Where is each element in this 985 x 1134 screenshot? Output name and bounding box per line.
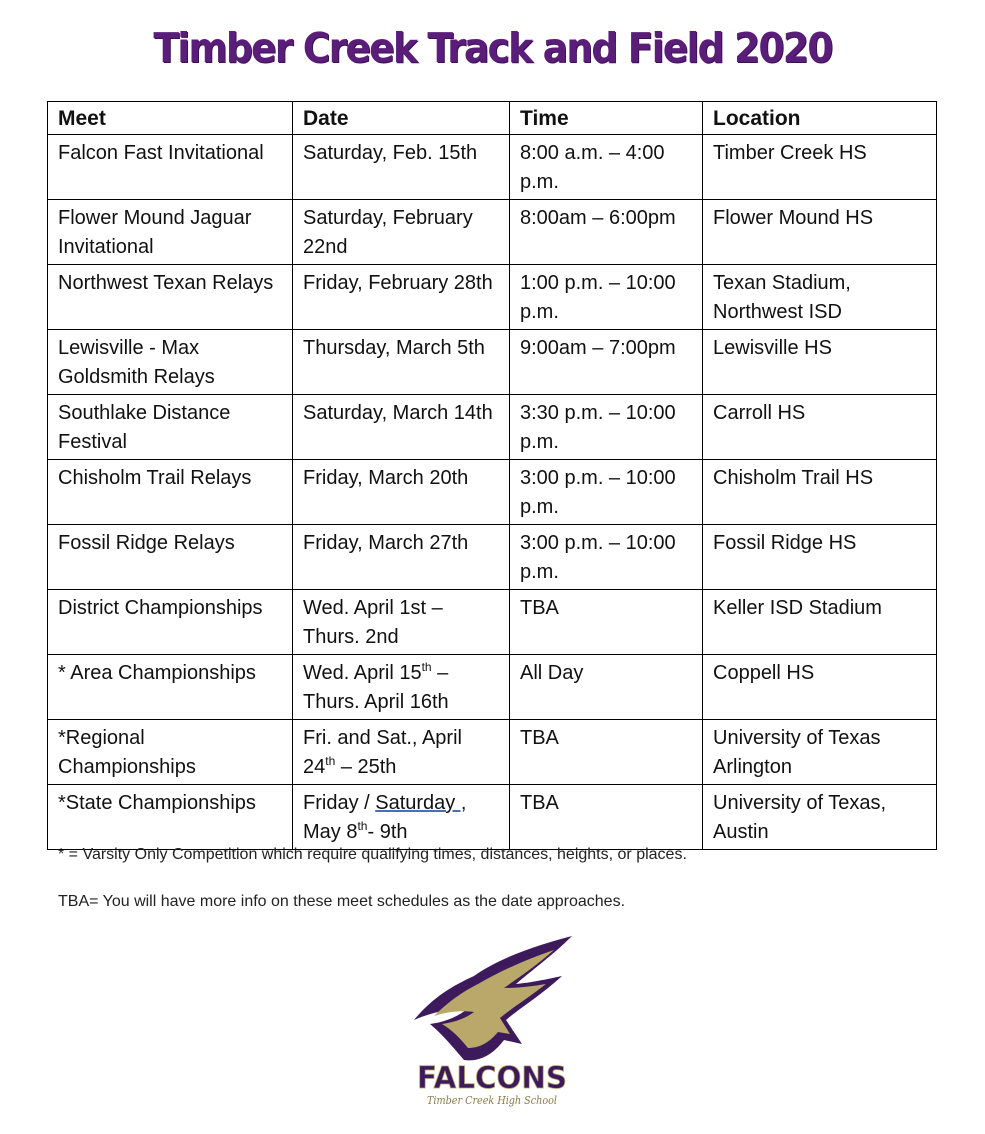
- meet-cell: Fossil Ridge Relays: [48, 525, 293, 590]
- meet-cell: *Regional Championships: [48, 720, 293, 785]
- table-row: [48, 590, 937, 655]
- location-cell: Chisholm Trail HS: [703, 460, 937, 525]
- date-part: - 9th: [367, 821, 408, 843]
- location-cell: Lewisville HS: [703, 330, 937, 395]
- date-ordinal: th: [325, 754, 336, 768]
- meet-cell: Northwest Texan Relays: [48, 265, 293, 330]
- table-row: [48, 720, 937, 785]
- table-row: [48, 655, 937, 720]
- table-row: [48, 785, 937, 850]
- location-cell: University of Texas Arlington: [703, 720, 937, 785]
- varsity-note: * = Varsity Only Competition which require qualifying times, distances, heights, or places.: [58, 846, 687, 863]
- header-location: Location: [703, 102, 937, 135]
- meet-cell: Southlake Distance Festival: [48, 395, 293, 460]
- location-cell: Texan Stadium, Northwest ISD: [703, 265, 937, 330]
- date-cell: Saturday, March 14th: [293, 395, 510, 460]
- tba-note: TBA= You will have more info on these meet schedules as the date approaches.: [58, 893, 626, 910]
- table-row: [48, 135, 937, 200]
- date-part: Wed. April 15: [303, 662, 422, 684]
- meet-cell: Lewisville - Max Goldsmith Relays: [48, 330, 293, 395]
- page-title: Timber Creek Track and Field 2020: [153, 24, 832, 72]
- meet-cell: Flower Mound Jaguar Invitational: [48, 200, 293, 265]
- time-cell: TBA: [510, 590, 703, 655]
- date-ordinal: th: [357, 819, 368, 833]
- meet-schedule-table: [47, 101, 937, 850]
- time-cell: 3:00 p.m. – 10:00 p.m.: [510, 525, 703, 590]
- location-cell: Fossil Ridge HS: [703, 525, 937, 590]
- date-part: – Thurs. April 16th: [303, 662, 449, 713]
- date-part: May 8: [303, 821, 358, 843]
- table-row: [48, 460, 937, 525]
- date-cell: [293, 655, 510, 720]
- date-cell: [293, 785, 510, 850]
- table-row: [48, 330, 937, 395]
- time-cell: TBA: [510, 720, 703, 785]
- table-row: [48, 200, 937, 265]
- logo-wordmark: FALCONS: [417, 1061, 567, 1096]
- date-part: Fri. and Sat., April 24: [303, 727, 462, 778]
- date-cell: Friday, February 28th: [293, 265, 510, 330]
- header-meet: Meet: [48, 102, 293, 135]
- table-row: [48, 265, 937, 330]
- time-cell: TBA: [510, 785, 703, 850]
- time-cell: 8:00 a.m. – 4:00 p.m.: [510, 135, 703, 200]
- meet-cell: District Championships: [48, 590, 293, 655]
- time-cell: 3:00 p.m. – 10:00 p.m.: [510, 460, 703, 525]
- date-ordinal: th: [421, 660, 432, 674]
- location-cell: Carroll HS: [703, 395, 937, 460]
- falcon-head-icon: [414, 936, 572, 1060]
- location-cell: University of Texas, Austin: [703, 785, 937, 850]
- date-cell: Friday, March 27th: [293, 525, 510, 590]
- date-cell: [293, 720, 510, 785]
- date-cell: Friday, March 20th: [293, 460, 510, 525]
- date-part: – 25th: [335, 756, 397, 778]
- meet-cell: Chisholm Trail Relays: [48, 460, 293, 525]
- meet-cell: *State Championships: [48, 785, 293, 850]
- time-cell: 9:00am – 7:00pm: [510, 330, 703, 395]
- time-cell: All Day: [510, 655, 703, 720]
- header-time: Time: [510, 102, 703, 135]
- table-row: [48, 395, 937, 460]
- location-cell: Keller ISD Stadium: [703, 590, 937, 655]
- meet-cell: * Area Championships: [48, 655, 293, 720]
- logo-school-name: Timber Creek High School: [427, 1094, 558, 1107]
- location-cell: Timber Creek HS: [703, 135, 937, 200]
- date-cell: Wed. April 1st – Thurs. 2nd: [293, 590, 510, 655]
- location-cell: Coppell HS: [703, 655, 937, 720]
- falcons-logo: [412, 936, 572, 1108]
- header-date: Date: [293, 102, 510, 135]
- date-cell: Saturday, February 22nd: [293, 200, 510, 265]
- time-cell: 8:00am – 6:00pm: [510, 200, 703, 265]
- date-part-underlined: Saturday ,: [375, 792, 467, 814]
- date-cell: Saturday, Feb. 15th: [293, 135, 510, 200]
- date-part: Friday /: [303, 792, 376, 814]
- meet-cell: Falcon Fast Invitational: [48, 135, 293, 200]
- time-cell: 3:30 p.m. – 10:00 p.m.: [510, 395, 703, 460]
- date-cell: Thursday, March 5th: [293, 330, 510, 395]
- location-cell: Flower Mound HS: [703, 200, 937, 265]
- time-cell: 1:00 p.m. – 10:00 p.m.: [510, 265, 703, 330]
- table-header-row: [48, 102, 937, 135]
- table-row: [48, 525, 937, 590]
